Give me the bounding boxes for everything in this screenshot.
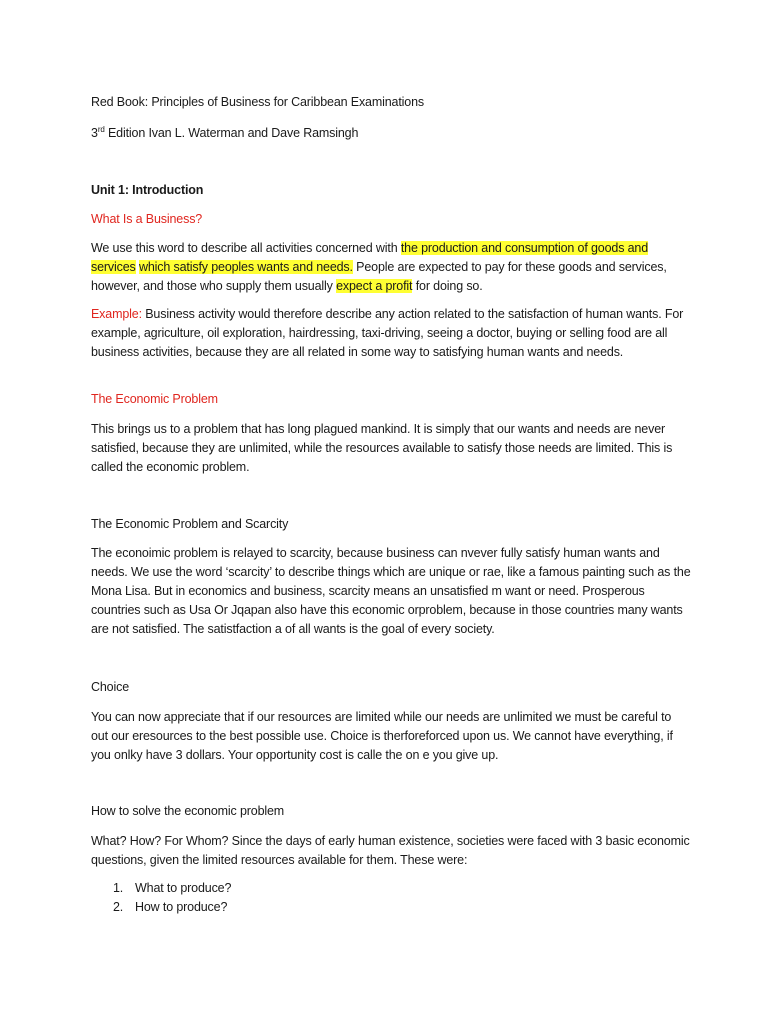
business-heading: What Is a Business? bbox=[91, 212, 203, 226]
edition-superscript: rd bbox=[97, 124, 105, 134]
scarcity-paragraph: The econoimic problem is relayed to scarcity, because business can nvever fully satisfy human wants and needs. We use the word ‘scarcity’ to describe things which are unique or rae, like a famous painting such as the Mona Lisa. But in economics and business, scarcity means an unsatisfied m want or need. Prosperous countries such as Usa Or Jqapan also have this economic orproblem, because in those countries many wants are not satisfied. The satistfaction a of all wants is the goal of every society. bbox=[91, 546, 691, 636]
list-item-number: 1. bbox=[113, 881, 124, 895]
scarcity-heading: The Economic Problem and Scarcity bbox=[91, 517, 289, 531]
edition-number: 3 bbox=[91, 126, 98, 140]
highlight-profit: expect a profit bbox=[336, 279, 413, 293]
economic-problem-paragraph: This brings us to a problem that has long plagued mankind. It is simply that our wants and needs are never satisfied, because they are unlimited, while the resources available to satisfy those needs are limited. This is called the economic problem. bbox=[91, 422, 673, 474]
list-item bbox=[91, 879, 591, 898]
unit-title: Unit 1: Introduction bbox=[91, 183, 204, 197]
highlight-production: the production and consumption of goods and services bbox=[91, 241, 649, 274]
example-paragraph bbox=[91, 305, 691, 362]
business-text-4: for doing so. bbox=[412, 279, 483, 293]
list-item bbox=[91, 898, 591, 917]
list-item-number: 2. bbox=[113, 900, 124, 914]
list-item-text: How to produce? bbox=[135, 900, 228, 914]
business-text-1: We use this word to describe all activities concerned with bbox=[91, 241, 401, 255]
business-text-3: People are expected to pay for these goods and services, however, and those who supply them usually bbox=[91, 260, 667, 293]
solve-heading: How to solve the economic problem bbox=[91, 804, 285, 818]
questions-list bbox=[91, 879, 591, 917]
edition-line bbox=[91, 124, 691, 143]
business-paragraph bbox=[91, 239, 691, 296]
example-label: Example: bbox=[91, 307, 142, 321]
book-title: Red Book: Principles of Business for Caribbean Examinations bbox=[91, 95, 424, 109]
choice-heading: Choice bbox=[91, 680, 130, 694]
highlight-satisfy: which satisfy peoples wants and needs. bbox=[138, 260, 353, 274]
edition-authors: Edition Ivan L. Waterman and Dave Ramsingh bbox=[104, 126, 359, 140]
economic-problem-heading: The Economic Problem bbox=[91, 392, 218, 406]
example-text: Business activity would therefore describe any action related to the satisfaction of human wants. For example, agriculture, oil exploration, hairdressing, taxi-driving, seeing a doctor, buying or selling food are all business activities, because they are all related in some way to satisfying human wants and needs. bbox=[91, 307, 684, 359]
list-item-text: What to produce? bbox=[135, 881, 232, 895]
solve-paragraph: What? How? For Whom? Since the days of early human existence, societies were faced with 3 basic economic questions, given the limited resources available for them. These were: bbox=[91, 834, 690, 867]
choice-paragraph: You can now appreciate that if our resources are limited while our needs are unlimited we must be careful to out our eresources to the best possible use. Choice is therforeforced upon us. We cannot have everything, if you onlky have 3 dollars. Your opportunity cost is calle the on e you give up. bbox=[91, 710, 673, 762]
